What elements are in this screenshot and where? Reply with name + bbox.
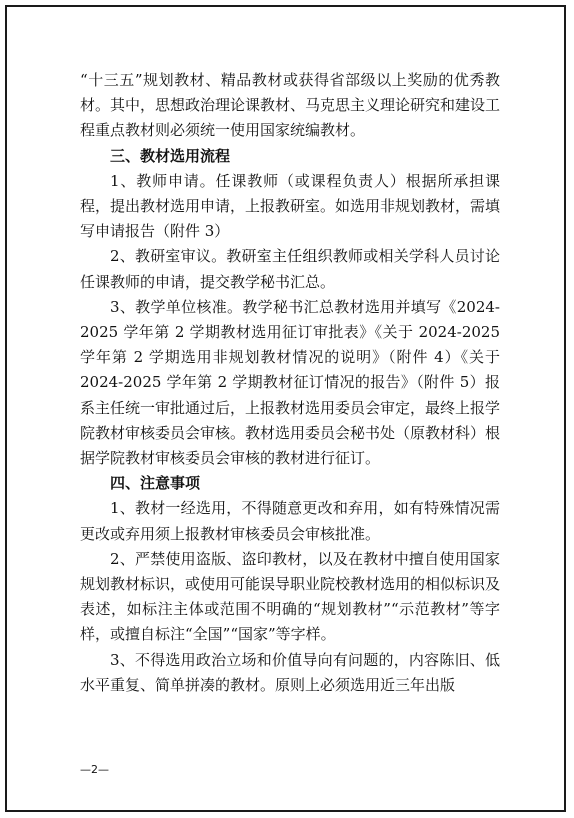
- paragraph-unit-approval: 3、教学单位核准。教学秘书汇总教材选用并填写《2024-2025 学年第 2 学期教材选用征订审批表》《关于 2024-2025 学年第 2 学期选用非规划教材情况的说明》（附件 4）《关于 2024-2025 学年第 2 学期教材征订情况的报告》（附件 5）报系主任统一审批通过后，上报教材选用委员会审定，最终上报学院教材审核委员会审核。教材选用委员会秘书处（原教材科）根据学院教材审核委员会审核的教材进行征订。: [80, 297, 501, 468]
- section-heading-notes: 四、注意事项: [110, 474, 201, 493]
- paragraph-intro: “十三五”规划教材、精品教材或获得省部级以上奖励的优秀教材。其中，思想政治理论课教材、马克思主义理论研究和建设工程重点教材则必须统一使用国家统编教材。: [80, 71, 501, 140]
- paragraph-note-1: 1、教材一经选用，不得随意更改和弃用，如有特殊情况需更改或弃用须上报教材审核委员会审核批准。: [80, 499, 500, 543]
- document-body: [80, 68, 500, 698]
- paragraph-note-3: 3、不得选用政治立场和价值导向有问题的，内容陈旧、低水平重复、简单拼凑的教材。原则上必须选用近三年出版: [80, 650, 500, 694]
- paragraph-department-review: 2、教研室审议。教研室主任组织教师或相关学科人员讨论任课教师的申请，提交教学秘书汇总。: [80, 247, 500, 291]
- paragraph-note-2: 2、严禁使用盗版、盗印教材，以及在教材中擅自使用国家规划教材标识，或使用可能误导职业院校教材选用的相似标识及表述，如标注主体或范围不明确的“规划教材”“示范教材”等字样，或擅自标注“全国”“国家”等字样。: [80, 549, 501, 644]
- section-heading-selection-process: 三、教材选用流程: [110, 146, 231, 165]
- page-number: —2—: [80, 763, 109, 776]
- paragraph-teacher-application: 1、教师申请。任课教师（或课程负责人）根据所承担课程，提出教材选用申请，上报教研室。如选用非规划教材，需填写申请报告（附件 3）: [80, 171, 501, 241]
